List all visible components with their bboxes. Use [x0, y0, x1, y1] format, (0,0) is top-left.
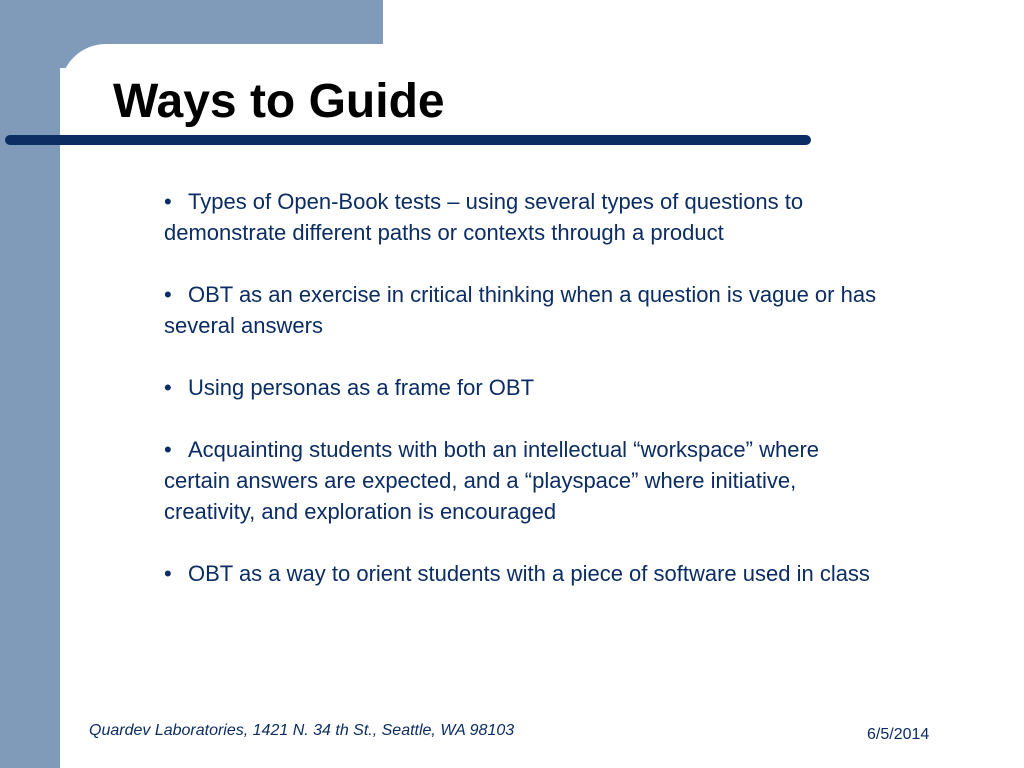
bullet-text: OBT as an exercise in critical thinking when a question is vague or has several answers — [164, 282, 877, 338]
left-accent-bar — [0, 0, 60, 768]
bullet-dot: • — [164, 437, 172, 462]
bullet-dot: • — [164, 561, 172, 586]
bullet-item — [164, 279, 884, 341]
bullet-text: Using personas as a frame for OBT — [188, 375, 535, 400]
slide-title: Ways to Guide — [113, 75, 445, 128]
bullet-item — [164, 372, 884, 403]
bullet-item — [164, 186, 884, 248]
bullet-item — [164, 558, 884, 589]
footer-address: Quardev Laboratories, 1421 N. 34 th St., Seattle, WA 98103 — [89, 722, 515, 739]
title-underline-rule — [5, 135, 811, 145]
bullet-text: Acquainting students with both an intellectual “workspace” where certain answers are expected, and a “playspace” where initiative, creativity, and exploration is encouraged — [164, 437, 820, 524]
bullet-text: OBT as a way to orient students with a piece of software used in class — [188, 561, 870, 586]
bullet-list — [164, 186, 884, 620]
bullet-dot: • — [164, 189, 172, 214]
bullet-dot: • — [164, 282, 172, 307]
bullet-dot: • — [164, 375, 172, 400]
bullet-text: Types of Open-Book tests – using several types of questions to demonstrate different paths or contexts through a product — [164, 189, 804, 245]
footer-date: 6/5/2014 — [867, 726, 930, 743]
bullet-item — [164, 434, 884, 527]
